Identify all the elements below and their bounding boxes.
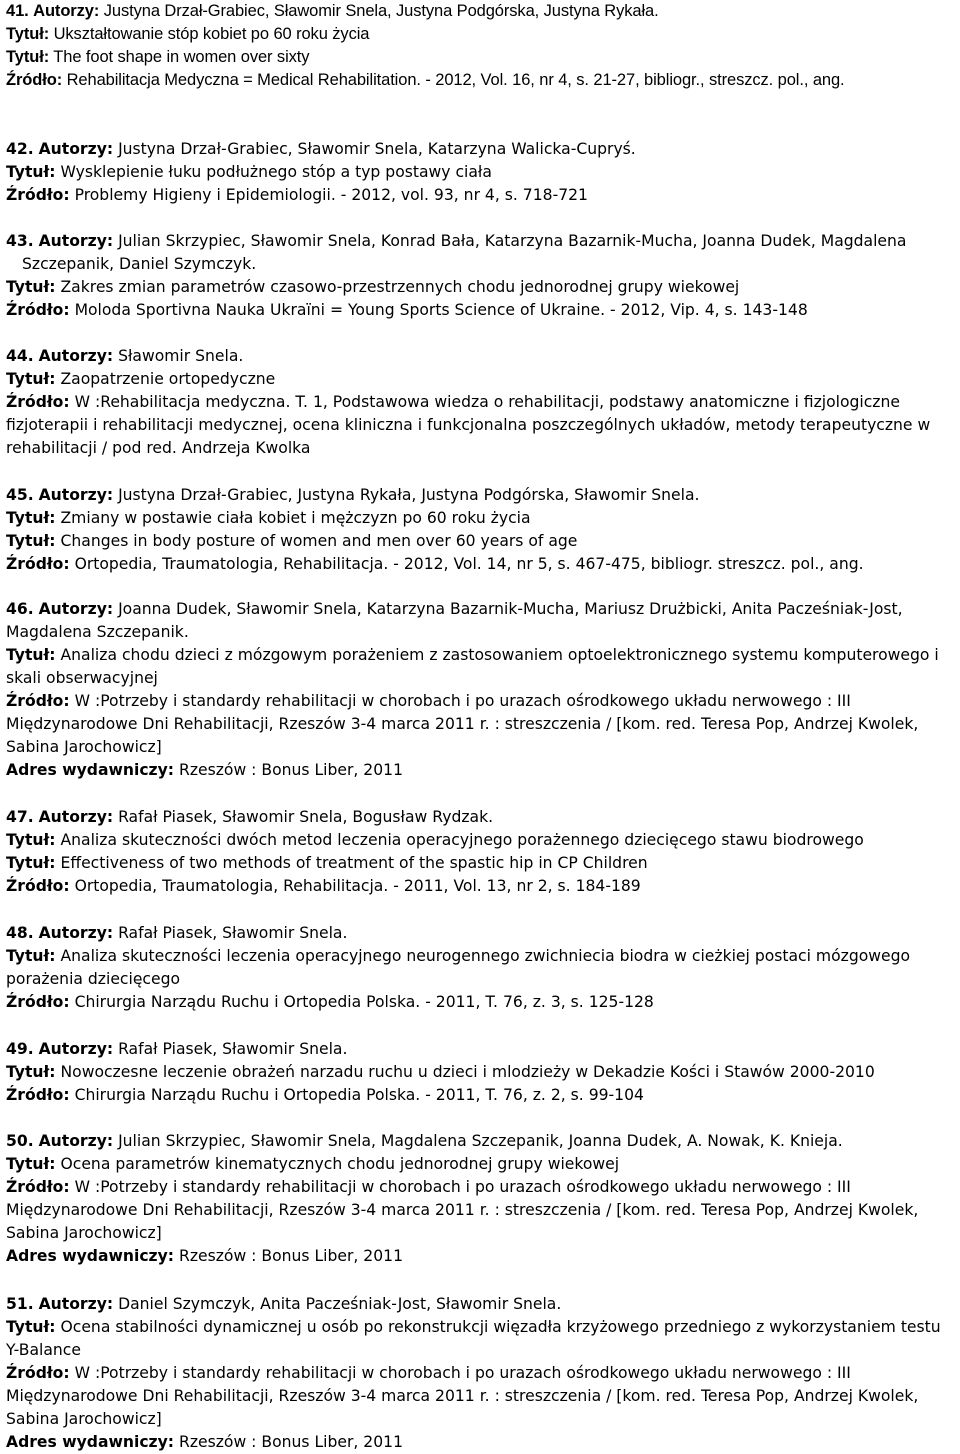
source-label: Źródło: <box>6 186 70 204</box>
title-label: Tytuł: <box>6 1318 56 1336</box>
entry-48 <box>6 922 956 1014</box>
authors-label: Autorzy: <box>38 140 114 158</box>
authors-label: Autorzy: <box>38 1295 114 1313</box>
entry-47 <box>6 806 956 898</box>
title: Analiza chodu dzieci z mózgowym porażeniem z zastosowaniem optoelektronicznego systemu komputerowego i skali obserwacyjnej <box>6 646 939 687</box>
authors-label: Autorzy: <box>38 486 114 504</box>
title-label: Tytuł: <box>6 163 56 181</box>
source: Ortopedia, Traumatologia, Rehabilitacja. - 2011, Vol. 13, nr 2, s. 184-189 <box>69 877 641 895</box>
source-label: Źródło: <box>6 393 70 411</box>
entry-49 <box>6 1038 956 1107</box>
title: Wysklepienie łuku podłużnego stóp a typ postawy ciała <box>55 163 492 181</box>
title-english: Effectiveness of two methods of treatment of the spastic hip in CP Children <box>55 854 648 872</box>
entry-number: 44. <box>6 347 34 365</box>
entry-number: 47. <box>6 808 34 826</box>
authors: Joanna Dudek, Sławomir Snela, Katarzyna Bazarnik-Mucha, Mariusz Drużbicki, Anita Pacześniak-Jost, Magdalena Szczepanik. <box>6 600 903 641</box>
source-label: Źródło: <box>6 1178 70 1196</box>
source-label: Źródło: <box>6 301 70 319</box>
entry-number: 43. <box>6 232 34 250</box>
title: Ocena parametrów kinematycznych chodu jednorodnej grupy wiekowej <box>55 1155 620 1173</box>
authors-label: Autorzy: <box>33 2 100 20</box>
source: W :Potrzeby i standardy rehabilitacji w chorobach i po urazach ośrodkowego układu nerwowego : III Międzynarodowe Dni Rehabilitacji, Rzeszów 3-4 marca 2011 r. : streszczenia / [kom. red. Teresa Pop, Andrzej Kwolek, Sabina Jarochowicz] <box>6 1178 919 1242</box>
source-label: Źródło: <box>6 1364 70 1382</box>
authors: Rafał Piasek, Sławomir Snela. <box>113 924 348 942</box>
title-label: Tytuł: <box>6 370 56 388</box>
entry-number: 46. <box>6 600 34 618</box>
title: Zaopatrzenie ortopedyczne <box>55 370 276 388</box>
title-label: Tytuł: <box>6 854 56 872</box>
authors: Julian Skrzypiec, Sławomir Snela, Magdalena Szczepanik, Joanna Dudek, A. Nowak, K. Knieja. <box>113 1132 843 1150</box>
source: W :Potrzeby i standardy rehabilitacji w chorobach i po urazach ośrodkowego układu nerwowego : III Międzynarodowe Dni Rehabilitacji, Rzeszów 3-4 marca 2011 r. : streszczenia / [kom. red. Teresa Pop, Andrzej Kwolek, Sabina Jarochowicz] <box>6 1364 919 1428</box>
publisher: Rzeszów : Bonus Liber, 2011 <box>174 1247 403 1265</box>
publisher-label: Adres wydawniczy: <box>6 1433 175 1451</box>
source: Rehabilitacja Medyczna = Medical Rehabilitation. - 2012, Vol. 16, nr 4, s. 21-27, bibliogr., streszcz. pol., ang. <box>62 71 845 89</box>
title: Ukształtowanie stóp kobiet po 60 roku życia <box>49 25 370 43</box>
publisher: Rzeszów : Bonus Liber, 2011 <box>174 1433 403 1451</box>
publisher-label: Adres wydawniczy: <box>6 1247 175 1265</box>
entry-43 <box>6 230 956 322</box>
title: Analiza skuteczności dwóch metod leczenia operacyjnego porażennego dziecięcego stawu biodrowego <box>55 831 864 849</box>
source-label: Źródło: <box>6 993 70 1011</box>
authors-label: Autorzy: <box>38 600 114 618</box>
title-label: Tytuł: <box>6 25 50 43</box>
entry-50 <box>6 1130 956 1268</box>
title-label: Tytuł: <box>6 48 50 66</box>
entry-44 <box>6 345 956 460</box>
entry-number: 50. <box>6 1132 34 1150</box>
title-label: Tytuł: <box>6 1155 56 1173</box>
entry-number: 49. <box>6 1040 34 1058</box>
authors-label: Autorzy: <box>38 1040 114 1058</box>
authors-label: Autorzy: <box>38 808 114 826</box>
entry-41 <box>6 0 956 92</box>
source: Ortopedia, Traumatologia, Rehabilitacja. - 2012, Vol. 14, nr 5, s. 467-475, bibliogr. streszcz. pol., ang. <box>69 555 864 573</box>
title-label: Tytuł: <box>6 646 56 664</box>
source: W :Potrzeby i standardy rehabilitacji w chorobach i po urazach ośrodkowego układu nerwowego : III Międzynarodowe Dni Rehabilitacji, Rzeszów 3-4 marca 2011 r. : streszczenia / [kom. red. Teresa Pop, Andrzej Kwolek, Sabina Jarochowicz] <box>6 692 919 756</box>
source: W :Rehabilitacja medyczna. T. 1, Podstawowa wiedza o rehabilitacji, podstawy anatomiczne i fizjologiczne fizjoterapii i rehabilitacji medycznej, ocena kliniczna i funkcjonalna poszczególnych układów, metody terapeutyczne w rehabilitacji / pod red. Andrzeja Kwolka <box>6 393 931 457</box>
entry-number: 42. <box>6 140 34 158</box>
title: Zmiany w postawie ciała kobiet i mężczyzn po 60 roku życia <box>55 509 531 527</box>
source-label: Źródło: <box>6 877 70 895</box>
source: Moloda Sportivna Nauka Ukraïni = Young Sports Science of Ukraine. - 2012, Vip. 4, s. 143-148 <box>69 301 808 319</box>
title-label: Tytuł: <box>6 831 56 849</box>
entry-number: 45. <box>6 486 34 504</box>
entry-number: 41. <box>6 2 29 20</box>
authors: Rafał Piasek, Sławomir Snela, Bogusław Rydzak. <box>113 808 494 826</box>
entry-51 <box>6 1293 956 1454</box>
title: Analiza skuteczności leczenia operacyjnego neurogennego zwichniecia biodra w cieżkiej postaci mózgowego porażenia dziecięcego <box>6 947 911 988</box>
title-label: Tytuł: <box>6 532 56 550</box>
authors-label: Autorzy: <box>38 347 114 365</box>
entry-46 <box>6 598 956 782</box>
publisher: Rzeszów : Bonus Liber, 2011 <box>174 761 403 779</box>
title-label: Tytuł: <box>6 278 56 296</box>
title: Zakres zmian parametrów czasowo-przestrzennych chodu jednorodnej grupy wiekowej <box>55 278 740 296</box>
source-label: Źródło: <box>6 1086 70 1104</box>
authors: Rafał Piasek, Sławomir Snela. <box>113 1040 348 1058</box>
source: Chirurgia Narządu Ruchu i Ortopedia Polska. - 2011, T. 76, z. 3, s. 125-128 <box>69 993 654 1011</box>
authors: Julian Skrzypiec, Sławomir Snela, Konrad Bała, Katarzyna Bazarnik-Mucha, Joanna Dudek, Magdalena Szczepanik, Daniel Szymczyk. <box>22 232 907 273</box>
title: Nowoczesne leczenie obrażeń narzadu ruchu u dzieci i mlodzieży w Dekadzie Kości i Stawów 2000-2010 <box>55 1063 875 1081</box>
authors-label: Autorzy: <box>38 924 114 942</box>
source-label: Źródło: <box>6 555 70 573</box>
title-english: The foot shape in women over sixty <box>49 48 310 66</box>
entry-number: 51. <box>6 1295 34 1313</box>
authors-label: Autorzy: <box>38 232 114 250</box>
authors: Daniel Szymczyk, Anita Pacześniak-Jost, Sławomir Snela. <box>113 1295 562 1313</box>
authors: Justyna Drzał-Grabiec, Sławomir Snela, Katarzyna Walicka-Cupryś. <box>113 140 636 158</box>
authors: Sławomir Snela. <box>113 347 244 365</box>
title: Ocena stabilności dynamicznej u osób po rekonstrukcji więzadła krzyżowego przedniego z wykorzystaniem testu Y-Balance <box>6 1318 941 1359</box>
source: Problemy Higieny i Epidemiologii. - 2012, vol. 93, nr 4, s. 718-721 <box>69 186 588 204</box>
source-label: Źródło: <box>6 692 70 710</box>
entry-45 <box>6 484 956 576</box>
title-label: Tytuł: <box>6 947 56 965</box>
title-label: Tytuł: <box>6 1063 56 1081</box>
title-label: Tytuł: <box>6 509 56 527</box>
entry-number: 48. <box>6 924 34 942</box>
source: Chirurgia Narządu Ruchu i Ortopedia Polska. - 2011, T. 76, z. 2, s. 99-104 <box>69 1086 644 1104</box>
authors: Justyna Drzał-Grabiec, Justyna Rykała, Justyna Podgórska, Sławomir Snela. <box>113 486 700 504</box>
publisher-label: Adres wydawniczy: <box>6 761 175 779</box>
authors-label: Autorzy: <box>38 1132 114 1150</box>
title-english: Changes in body posture of women and men over 60 years of age <box>55 532 578 550</box>
entry-42 <box>6 138 956 207</box>
authors: Justyna Drzał-Grabiec, Sławomir Snela, Justyna Podgórska, Justyna Rykała. <box>99 2 659 20</box>
source-label: Źródło: <box>6 71 63 89</box>
